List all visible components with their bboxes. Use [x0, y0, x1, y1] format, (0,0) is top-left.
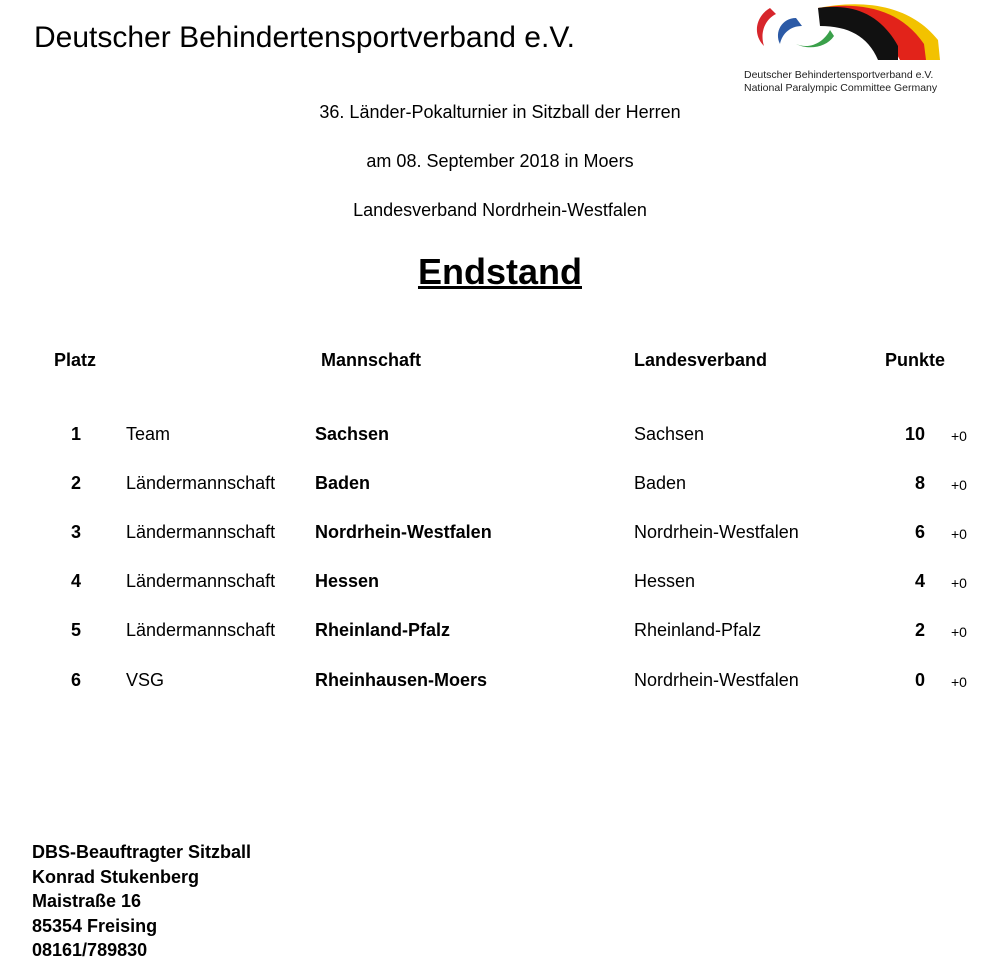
points: 8 [914, 473, 925, 493]
contact-city: 85354 Freising [32, 915, 158, 936]
event-date-location: am 08. September 2018 in Moers [366, 151, 634, 171]
points: 2 [914, 620, 925, 640]
page-title: Endstand [417, 251, 582, 292]
points-diff: +0 [951, 624, 967, 640]
contact-street: Maistraße 16 [32, 891, 142, 911]
points-diff: +0 [951, 674, 967, 690]
points: 4 [914, 571, 925, 591]
points-diff: +0 [951, 575, 967, 591]
logo-caption-line1: Deutscher Behindertensportverband e.V. [744, 69, 934, 81]
team-type: Team [126, 424, 171, 444]
header-punkte: Punkte [885, 350, 946, 370]
event-host: Landesverband Nordrhein-Westfalen [353, 200, 647, 220]
table-row [0, 470, 1000, 496]
contact-name: Konrad Stukenberg [32, 866, 200, 887]
landesverband: Nordrhein-Westfalen [634, 522, 799, 542]
landesverband: Nordrhein-Westfalen [634, 670, 799, 690]
team-name: Nordrhein-Westfalen [315, 522, 492, 542]
landesverband: Sachsen [634, 424, 705, 444]
event-title: 36. Länder-Pokalturnier in Sitzball der Herren [319, 102, 681, 122]
contact-phone: 08161/789830 [32, 940, 148, 960]
points-diff: +0 [951, 477, 967, 493]
points: 10 [904, 424, 925, 444]
landesverband: Baden [634, 473, 687, 493]
team-name: Rheinhausen-Moers [315, 670, 488, 690]
rank: 6 [70, 670, 81, 690]
dbs-logo [742, 0, 942, 100]
rank: 4 [70, 571, 81, 591]
rank: 3 [70, 522, 81, 542]
points: 6 [914, 522, 925, 542]
rank: 2 [70, 473, 81, 493]
rank: 5 [70, 620, 81, 640]
landesverband: Rheinland-Pfalz [634, 620, 762, 640]
team-name: Sachsen [315, 424, 390, 444]
organization-name: Deutscher Behindertensportverband e.V. [34, 21, 575, 54]
header-mannschaft: Mannschaft [321, 350, 422, 370]
paralympic-agitos-icon [748, 0, 944, 66]
team-type: Ländermannschaft [126, 522, 276, 542]
team-name: Hessen [315, 571, 380, 591]
contact-role: DBS-Beauftragter Sitzball [32, 842, 252, 862]
contact-block [32, 840, 251, 963]
team-type: Ländermannschaft [126, 571, 276, 591]
rank: 1 [70, 424, 81, 444]
points: 0 [914, 670, 925, 690]
team-type: VSG [126, 670, 165, 690]
table-row [0, 667, 1000, 693]
logo-caption-line2: National Paralympic Committee Germany [744, 82, 938, 94]
table-row [0, 421, 1000, 447]
header-platz: Platz [54, 350, 97, 370]
table-row [0, 519, 1000, 545]
team-name: Baden [315, 473, 371, 493]
team-type: Ländermannschaft [126, 620, 276, 640]
table-row [0, 617, 1000, 643]
points-diff: +0 [951, 526, 967, 542]
team-name: Rheinland-Pfalz [315, 620, 451, 640]
points-diff: +0 [951, 428, 967, 444]
landesverband: Hessen [634, 571, 696, 591]
header-landesverband: Landesverband [634, 350, 768, 370]
table-row [0, 568, 1000, 594]
team-type: Ländermannschaft [126, 473, 276, 493]
